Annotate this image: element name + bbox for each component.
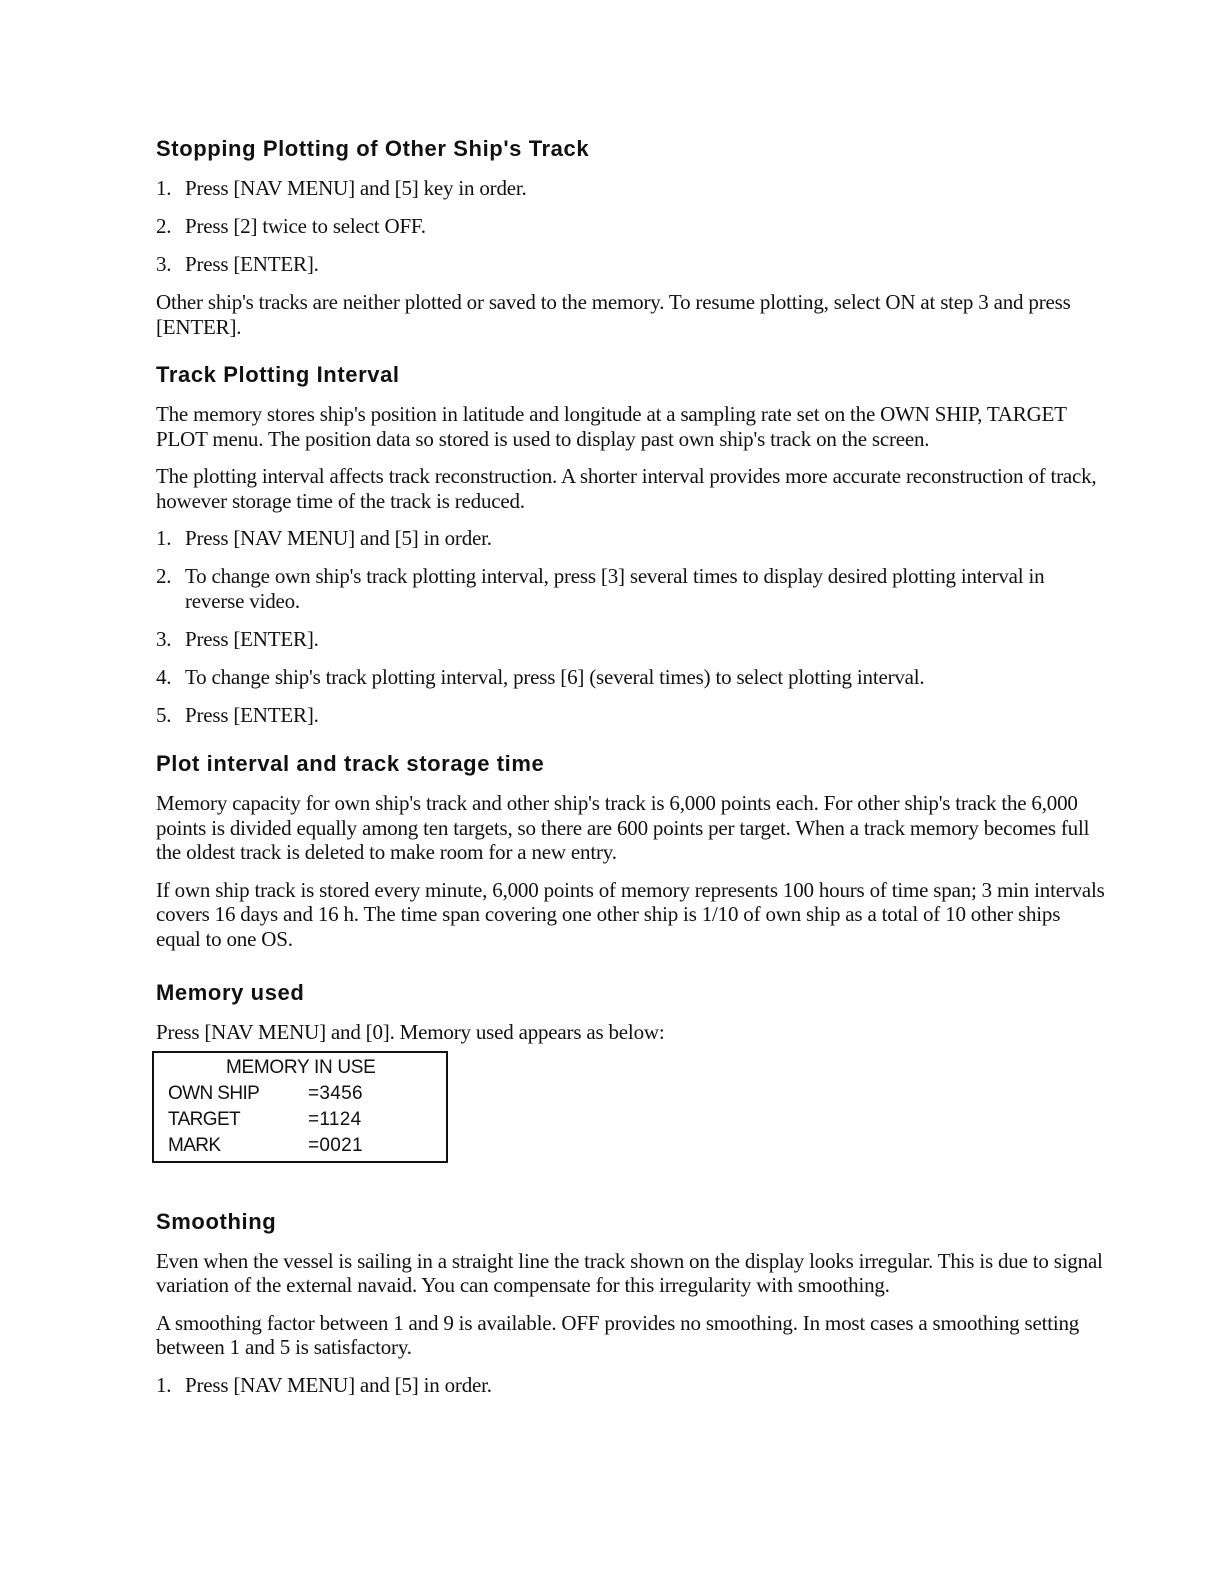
step-list bbox=[156, 176, 1106, 277]
list-item bbox=[156, 526, 1106, 551]
body-paragraph: Memory capacity for own ship's track and other ship's track is 6,000 points each. For other ship's track the 6,000 points is divided equally among ten targets, so there are 600 points per target. When a track memory becomes full the oldest track is deleted to make room for a new entry. bbox=[156, 791, 1090, 864]
step-list bbox=[156, 1373, 1106, 1398]
list-item bbox=[156, 1373, 1106, 1398]
memory-row-value: =3456 bbox=[308, 1082, 363, 1104]
memory-row-label: MARK bbox=[168, 1134, 221, 1156]
step-number: 1. bbox=[156, 526, 172, 550]
memory-box-title: MEMORY IN USE bbox=[226, 1056, 376, 1078]
memory-row-target bbox=[168, 1107, 446, 1133]
step-text: Press [NAV MENU] and [5] key in order. bbox=[185, 176, 527, 200]
section-heading: Stopping Plotting of Other Ship's Track bbox=[156, 136, 590, 161]
step-text: Press [ENTER]. bbox=[185, 703, 319, 727]
memory-row-label: OWN SHIP bbox=[168, 1082, 260, 1104]
step-number: 3. bbox=[156, 252, 172, 276]
body-paragraph: If own ship track is stored every minute, 6,000 points of memory represents 100 hours of time span; 3 min intervals covers 16 days and 16 h. The time span covering one other ship is 1/10 of own ship as a total of 10 other ships equal to one OS. bbox=[156, 877, 1105, 951]
section-plot-interval-storage bbox=[156, 749, 1106, 951]
step-text: To change own ship's track plotting interval, press [3] several times to display desired plotting interval in reverse video. bbox=[185, 564, 1045, 613]
section-heading: Smoothing bbox=[156, 1208, 277, 1234]
step-number: 1. bbox=[156, 176, 172, 200]
memory-in-use-display bbox=[152, 1051, 448, 1163]
list-item bbox=[156, 564, 1106, 614]
step-number: 3. bbox=[156, 627, 172, 651]
section-heading: Track Plotting Interval bbox=[156, 362, 400, 387]
step-text: Press [NAV MENU] and [5] in order. bbox=[185, 526, 492, 550]
memory-row-value: =1124 bbox=[308, 1108, 362, 1130]
section-smoothing bbox=[156, 1207, 1106, 1398]
memory-row-value: =0021 bbox=[308, 1134, 363, 1156]
list-item bbox=[156, 214, 1106, 239]
step-text: Press [ENTER]. bbox=[185, 627, 319, 651]
step-text: To change ship's track plotting interval, press [6] (several times) to select plotting interval. bbox=[185, 665, 925, 689]
body-paragraph: Press [NAV MENU] and [0]. Memory used appears as below: bbox=[156, 1020, 665, 1044]
body-paragraph: The memory stores ship's position in latitude and longitude at a sampling rate set on the OWN SHIP, TARGET PLOT menu. The position data so stored is used to display past own ship's track on the screen. bbox=[156, 402, 1067, 451]
body-paragraph: Even when the vessel is sailing in a straight line the track shown on the display looks irregular. This is due to signal variation of the external navaid. You can compensate for this irregularity with smoothing. bbox=[156, 1248, 1103, 1297]
list-item bbox=[156, 252, 1106, 277]
step-text: Press [ENTER]. bbox=[185, 252, 319, 276]
section-memory-used bbox=[156, 978, 1106, 1163]
section-stopping-plotting bbox=[156, 134, 1106, 339]
step-number: 2. bbox=[156, 214, 172, 238]
list-item bbox=[156, 703, 1106, 728]
list-item bbox=[156, 665, 1106, 690]
manual-page bbox=[156, 134, 1106, 1411]
memory-row-own-ship bbox=[168, 1081, 446, 1107]
step-number: 5. bbox=[156, 703, 172, 727]
step-number: 1. bbox=[156, 1372, 172, 1397]
body-paragraph: A smoothing factor between 1 and 9 is available. OFF provides no smoothing. In most cases a smoothing setting between 1 and 5 is satisfactory. bbox=[156, 1310, 1080, 1359]
section-heading: Plot interval and track storage time bbox=[156, 751, 545, 776]
list-item bbox=[156, 176, 1106, 201]
section-heading: Memory used bbox=[156, 980, 305, 1005]
step-number: 4. bbox=[156, 665, 172, 689]
memory-row-label: TARGET bbox=[168, 1108, 241, 1130]
section-track-plotting-interval bbox=[156, 360, 1106, 728]
list-item bbox=[156, 627, 1106, 652]
step-number: 2. bbox=[156, 564, 172, 588]
body-paragraph: The plotting interval affects track reconstruction. A shorter interval provides more accurate reconstruction of track, however storage time of the track is reduced. bbox=[156, 464, 1097, 513]
step-text: Press [2] twice to select OFF. bbox=[185, 214, 426, 238]
step-text: Press [NAV MENU] and [5] in order. bbox=[185, 1372, 492, 1397]
step-list bbox=[156, 526, 1106, 728]
memory-row-mark bbox=[168, 1133, 446, 1159]
body-paragraph: Other ship's tracks are neither plotted or saved to the memory. To resume plotting, select ON at step 3 and press [ENTER]. bbox=[156, 290, 1071, 339]
